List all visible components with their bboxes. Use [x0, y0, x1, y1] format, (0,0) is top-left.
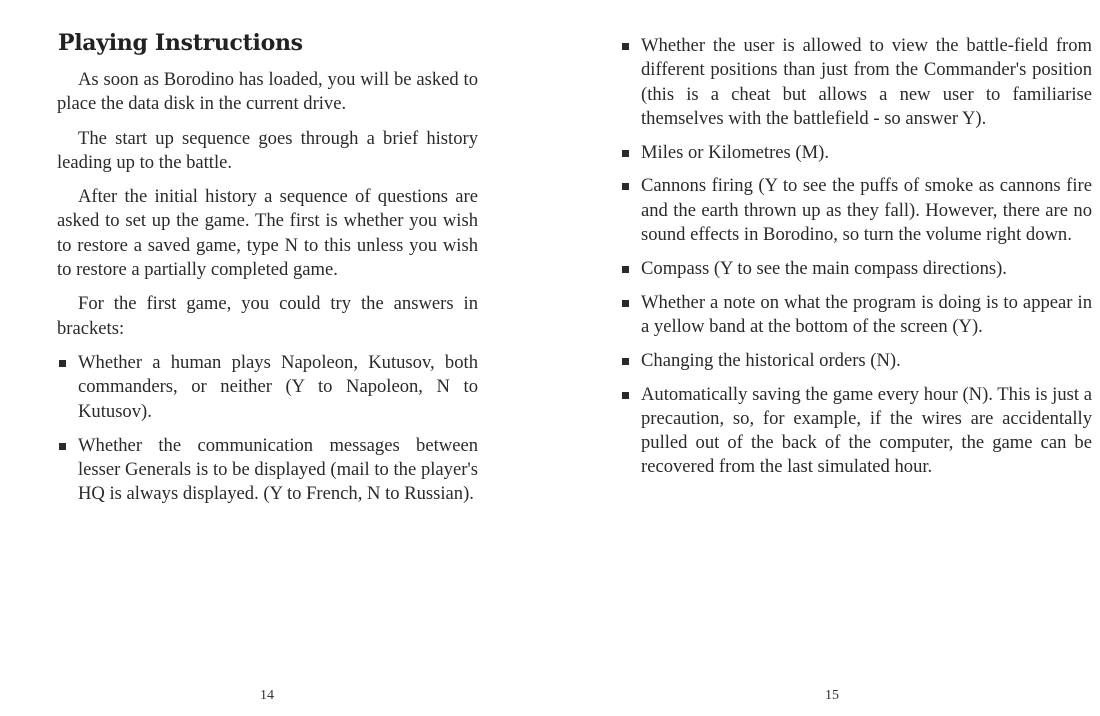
list-item-text: Compass (Y to see the main compass directions).: [641, 257, 1007, 279]
square-bullet-icon: [59, 360, 66, 367]
list-item-text: Whether a note on what the program is doing is to appear in a yellow band at the bottom of the screen (Y).: [641, 291, 1092, 337]
list-item: [620, 291, 1092, 340]
square-bullet-icon: [622, 150, 629, 157]
list-item: [620, 34, 1092, 131]
list-item: [620, 174, 1092, 247]
list-item-text: Whether the user is allowed to view the battle-field from different positions than just from the Commander's position (this is a cheat but allows a new user to familiarise themselves with the battlefield - so answer Y).: [641, 35, 1092, 129]
list-item-text: Whether a human plays Napoleon, Kutusov, both commanders, or neither (Y to Napoleon, N to Kutusov).: [78, 351, 478, 422]
paragraph-first-game: For the first game, you could try the answers in brackets:: [57, 293, 478, 339]
square-bullet-icon: [622, 183, 629, 190]
right-page-body: [620, 34, 1092, 489]
list-item: [620, 349, 1092, 373]
square-bullet-icon: [59, 443, 66, 450]
list-item: [57, 351, 478, 424]
page-number: 15: [825, 688, 839, 703]
list-item: [620, 383, 1092, 480]
page-number: 14: [260, 688, 274, 703]
list-item: [57, 434, 478, 507]
left-page-body: [57, 68, 478, 517]
list-item-text: Cannons firing (Y to see the puffs of smoke as cannons fire and the earth thrown up as they fall). However, there are no sound effects in Borodino, so turn the volume right down.: [641, 175, 1092, 246]
square-bullet-icon: [622, 300, 629, 307]
paragraph-loading: As soon as Borodino has loaded, you will be asked to place the data disk in the current drive.: [57, 69, 478, 115]
page-title: Playing Instructions: [58, 30, 303, 56]
list-item-text: Whether the communication messages between lesser Generals is to be displayed (mail to the player's HQ is always displayed. (Y to French, N to Russian).: [78, 434, 478, 505]
square-bullet-icon: [622, 392, 629, 399]
square-bullet-icon: [622, 358, 629, 365]
list-item-text: Miles or Kilometres (M).: [641, 141, 829, 163]
square-bullet-icon: [622, 266, 629, 273]
list-item-text: Changing the historical orders (N).: [641, 349, 901, 371]
square-bullet-icon: [622, 43, 629, 50]
list-item: [620, 141, 1092, 165]
paragraph-questions: After the initial history a sequence of questions are asked to set up the game. The first is whether you wish to restore a saved game, type N to this unless you wish to restore a partially completed game.: [57, 186, 478, 281]
paragraph-startup: The start up sequence goes through a brief history leading up to the battle.: [57, 127, 478, 173]
list-item-text: Automatically saving the game every hour (N). This is just a precaution, so, for example, if the wires are accidentally pulled out of the back of the computer, the game can be recovered from the last simulated hour.: [641, 383, 1092, 478]
list-item: [620, 257, 1092, 281]
right-page: [550, 0, 1100, 716]
